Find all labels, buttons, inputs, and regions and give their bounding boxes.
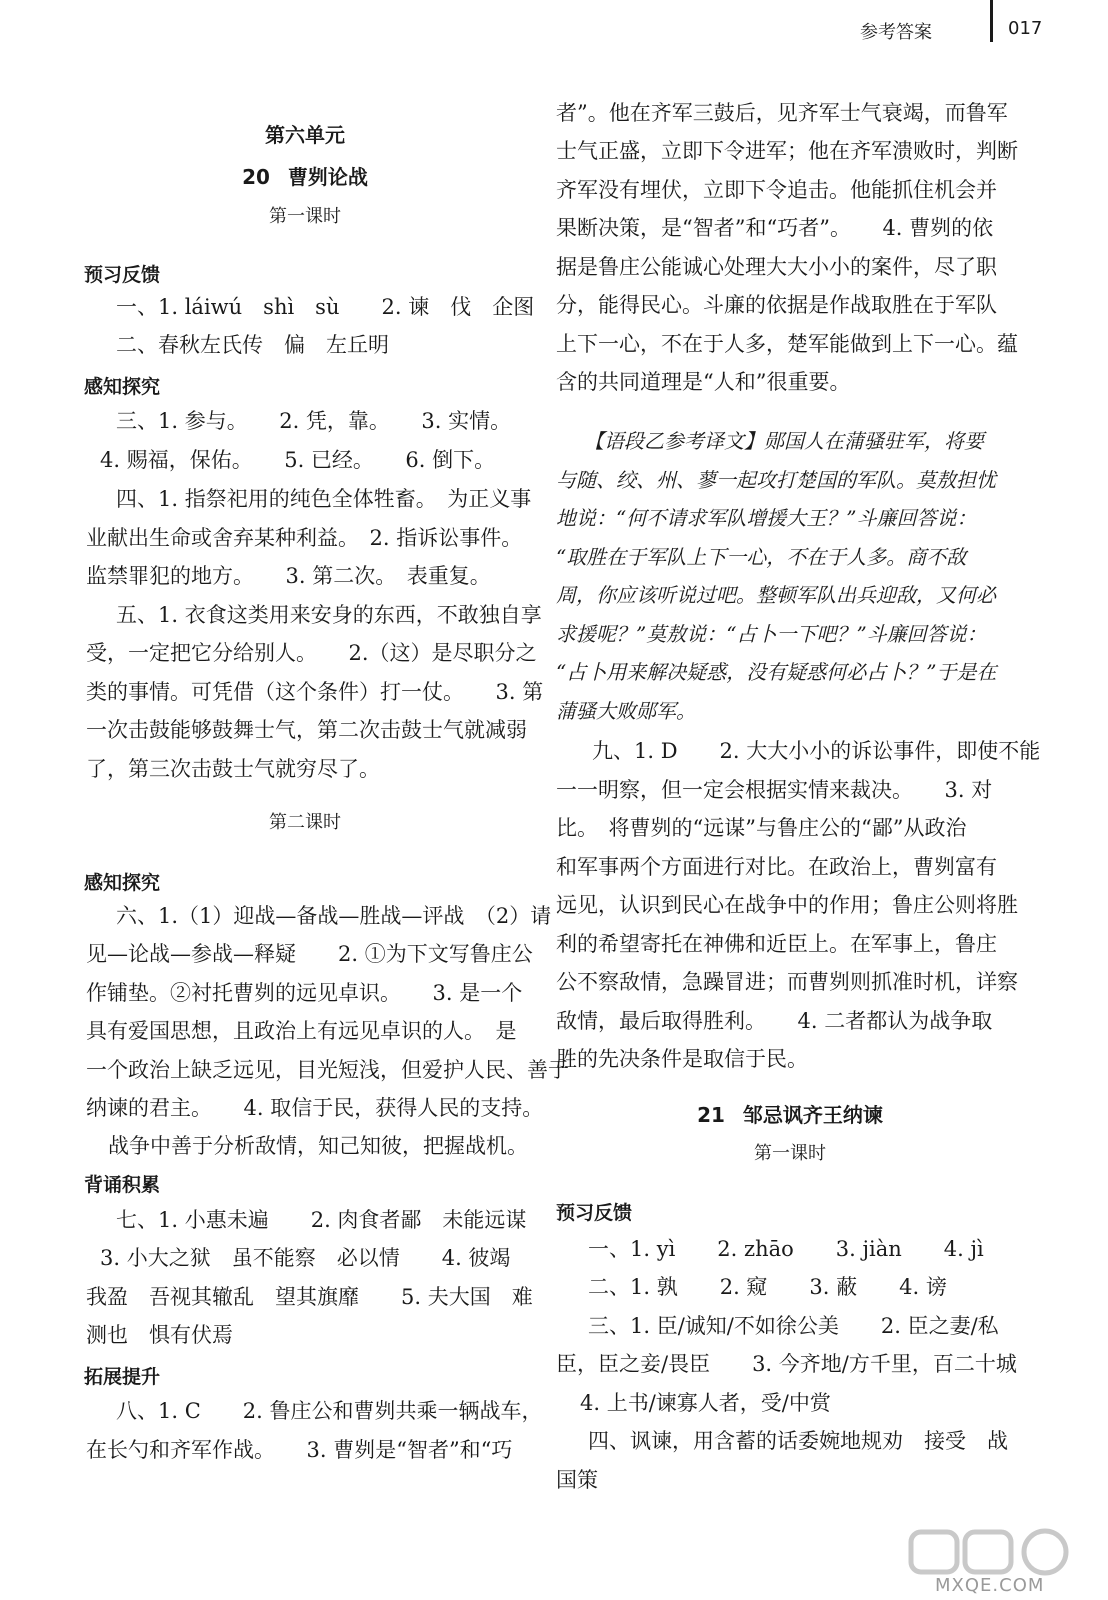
answer-line: 敌情，最后取得胜利。 4. 二者都认为战争取 [556,1009,993,1033]
answer-line: 具有爱国思想，且政治上有远见卓识的人。 是 [86,1019,517,1043]
answer-line: 一、1. láiwú shì sù 2. 谏 伐 企图 [116,295,535,319]
answer-line: 士气正盛，立即下令进军；他在齐军溃败时，判断 [556,139,1018,163]
answer-line: 见—论战—参战—释疑 2. ①为下文写鲁庄公 [86,942,533,966]
answer-line: 比。 将曹刿的“远谋”与鲁庄公的“鄙”从政治 [556,816,967,840]
answer-line: 分，能得民心。斗廉的依据是作战取胜在于军队 [556,293,997,317]
answer-line: 齐军没有埋伏，立即下令追击。他能抓住机会并 [556,178,997,202]
answer-line: 一、1. yì 2. zhāo 3. jiàn 4. jì [588,1237,984,1261]
translation-line: 蒲骚大败郧军。 [556,699,696,723]
answer-line: 作铺垫。②衬托曹刿的远见卓识。 3. 是一个 [86,981,523,1005]
answer-line: 四、讽谏，用含蓄的话委婉地规劝 接受 战 [588,1429,1008,1453]
section-heading: 背诵积累 [84,1174,161,1196]
translation-line: 周，你应该听说过吧。整顿军队出兵迎敌，又何必 [556,583,996,607]
section-heading: 拓展提升 [84,1366,161,1388]
answer-line: 3. 小大之狱 虽不能察 必以情 4. 彼竭 [100,1246,511,1270]
section-heading: 预习反馈 [84,264,161,286]
answer-line: 国策 [556,1468,598,1492]
translation-line: “占卜用来解决疑惑，没有疑惑何必占卜？”于是在 [556,660,997,684]
answer-line: 纳谏的君主。 4. 取信于民，获得人民的支持。 [86,1096,544,1120]
answer-line: 者”。他在齐军三鼓后，见齐军士气衰竭，而鲁军 [556,101,1008,125]
answer-line: 六、1.（1）迎战—备战—胜战—评战 （2）请 [116,904,552,928]
answer-line: 果断决策，是“智者”和“巧者”。 4. 曹刿的依 [556,216,994,240]
unit-title: 第六单元 [265,123,345,147]
answer-line: 八、1. C 2. 鲁庄公和曹刿共乘一辆战车， [116,1399,543,1423]
answer-line: 一次击鼓能够鼓舞士气，第二次击鼓士气就减弱 [86,718,527,742]
answer-line: 监禁罪犯的地方。 3. 第二次。 表重复。 [86,564,491,588]
answer-line: 在长勺和齐军作战。 3. 曹刿是“智者”和“巧 [86,1438,513,1462]
header-divider [990,0,993,42]
translation-line: 与随、绞、州、蓼一起攻打楚国的军队。莫敖担忧 [556,468,996,492]
period-heading: 第一课时 [269,206,341,227]
watermark-text: MXQE.COM [935,1575,1045,1596]
answer-line: 七、1. 小惠未遍 2. 肉食者鄙 未能远谋 [116,1208,527,1232]
answer-line: 九、1. D 2. 大大小小的诉讼事件，即使不能 [592,739,1041,763]
answer-line: 三、1. 臣/诚知/不如徐公美 2. 臣之妻/私 [588,1314,999,1338]
translation-line: “取胜在于军队上下一心，不在于人多。商不敌 [556,545,967,569]
answer-line: 受，一定把它分给别人。 2.（这）是尽职分之 [86,641,537,665]
period-heading: 第二课时 [269,812,341,833]
answer-line: 4. 上书/谏寡人者，受/中赏 [580,1391,831,1415]
translation-line: 地说：“何不请求军队增援大王？”斗廉回答说： [556,506,977,530]
answer-line: 4. 赐福，保佑。 5. 已经。 6. 倒下。 [100,448,496,472]
translation-line: 求援呢？”莫敖说：“占卜一下吧？”斗廉回答说： [556,622,987,646]
period-heading: 第一课时 [754,1143,826,1164]
answer-line: 五、1. 衣食这类用来安身的东西，不敢独自享 [116,603,542,627]
answer-line: 三、1. 参与。 2. 凭，靠。 3. 实情。 [116,409,512,433]
answer-line: 我盈 吾视其辙乱 望其旗靡 5. 夫大国 难 [86,1285,533,1309]
answer-line: 公不察敌情，急躁冒进；而曹刿则抓准时机，详察 [556,970,1018,994]
answer-line: 臣，臣之妾/畏臣 3. 今齐地/方千里，百二十城 [556,1352,1017,1376]
page-number: 017 [1008,18,1043,39]
translation-line: 【语段乙参考译文】郧国人在蒲骚驻军，将要 [584,429,984,453]
answer-line: 测也 惧有伏焉 [86,1323,233,1347]
lesson-title: 邹忌讽齐王纳谏 [742,1103,883,1127]
lesson-heading [90,164,520,190]
answer-line: 远见，认识到民心在战争中的作用；鲁庄公则将胜 [556,893,1018,917]
lesson-number: 20 [242,165,270,189]
answer-line: 和军事两个方面进行对比。在政治上，曹刿富有 [556,855,997,879]
answer-line: 二、春秋左氏传 偏 左丘明 [116,333,389,357]
answer-line: 含的共同道理是“人和”很重要。 [556,370,851,394]
section-heading: 预习反馈 [556,1202,633,1224]
answer-line: 战争中善于分析敌情，知己知彼，把握战机。 [108,1134,528,1158]
section-heading: 感知探究 [84,376,161,398]
answer-line: 胜的先决条件是取信于民。 [556,1047,808,1071]
answer-line: 四、1. 指祭祀用的纯色全体牲畜。 为正义事 [116,487,532,511]
lesson-title: 曹刿论战 [287,165,368,189]
answer-line: 类的事情。可凭借（这个条件）打一仗。 3. 第 [86,680,544,704]
lesson-number: 21 [697,1103,725,1127]
section-heading: 感知探究 [84,872,161,894]
answer-line: 一一明察，但一定会根据实情来裁决。 3. 对 [556,778,993,802]
answer-line: 利的希望寄托在神佛和近臣上。在军事上，鲁庄 [556,932,997,956]
answer-line: 业献出生命或舍弃某种利益。 2. 指诉讼事件。 [86,526,523,550]
answer-line: 一个政治上缺乏远见，目光短浅，但爱护人民、善于 [86,1058,569,1082]
answer-line: 据是鲁庄公能诚心处理大大小小的案件，尽了职 [556,255,997,279]
answer-line: 二、1. 孰 2. 窥 3. 蔽 4. 谤 [588,1275,947,1299]
lesson-heading [570,1102,1010,1128]
header-section-title: 参考答案 [860,22,932,43]
answer-line: 上下一心，不在于人多，楚军能做到上下一心。蕴 [556,332,1018,356]
answer-line: 了，第三次击鼓士气就穷尽了。 [86,757,380,781]
